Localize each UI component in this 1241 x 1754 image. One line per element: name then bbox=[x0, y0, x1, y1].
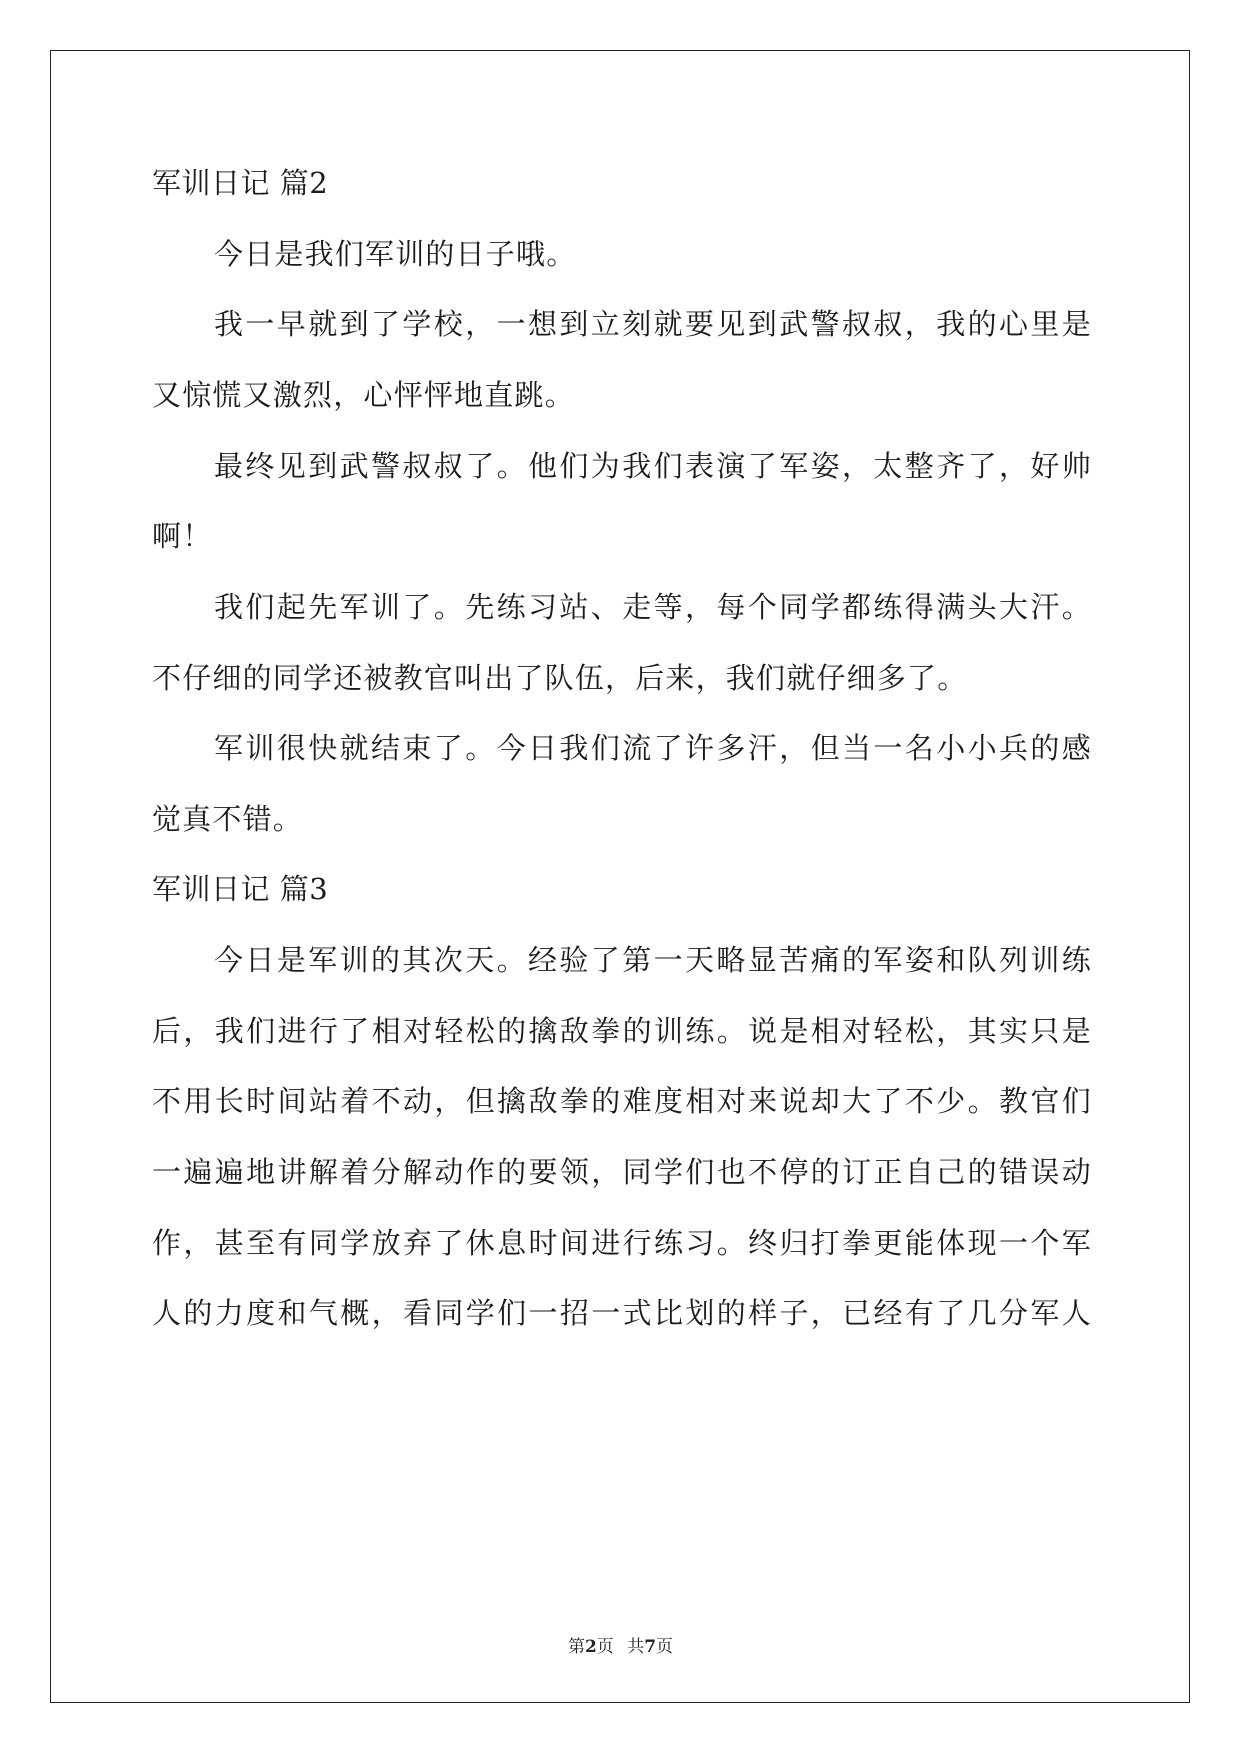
paragraph-line: 不仔细的同学还被教官叫出了队伍，后来，我们就仔细多了。 bbox=[152, 661, 968, 695]
paragraph-line: 后，我们进行了相对轻松的擒敌拳的训练。说是相对轻松，其实只是 bbox=[152, 1014, 1092, 1048]
total-pages-indicator: 共7页 bbox=[627, 1637, 674, 1657]
paragraph-line: 觉真不错。 bbox=[152, 802, 304, 836]
paragraph-line: 我们起先军训了。先练习站、走等，每个同学都练得满头大汗。 bbox=[214, 590, 1092, 624]
paragraph-line: 今日是我们军训的日子哦。 bbox=[214, 237, 577, 271]
section-heading-2: 军训日记 篇2 bbox=[152, 166, 329, 200]
paragraph-line: 我一早就到了学校，一想到立刻就要见到武警叔叔，我的心里是 bbox=[214, 307, 1092, 341]
paragraph-line: 作，甚至有同学放弃了休息时间进行练习。终归打拳更能体现一个军 bbox=[152, 1226, 1092, 1260]
paragraph-line: 不用长时间站着不动，但擒敌拳的难度相对来说却大了不少。教官们 bbox=[152, 1084, 1092, 1118]
paragraph-line: 军训很快就结束了。今日我们流了许多汗，但当一名小小兵的感 bbox=[214, 731, 1092, 765]
paragraph-line: 一遍遍地讲解着分解动作的要领，同学们也不停的订正自己的错误动 bbox=[152, 1155, 1092, 1189]
paragraph-line: 又惊慌又激烈，心怦怦地直跳。 bbox=[152, 378, 575, 412]
page-indicator: 第2页 bbox=[567, 1637, 614, 1657]
paragraph-line: 最终见到武警叔叔了。他们为我们表演了军姿，太整齐了，好帅 bbox=[214, 449, 1092, 483]
paragraph-line: 人的力度和气概，看同学们一招一式比划的样子，已经有了几分军人 bbox=[152, 1296, 1092, 1330]
section-heading-3: 军训日记 篇3 bbox=[152, 872, 329, 906]
paragraph-line: 啊！ bbox=[152, 519, 213, 553]
paragraph-line: 今日是军训的其次天。经验了第一天略显苦痛的军姿和队列训练 bbox=[214, 943, 1092, 977]
page-footer bbox=[0, 1636, 1241, 1658]
